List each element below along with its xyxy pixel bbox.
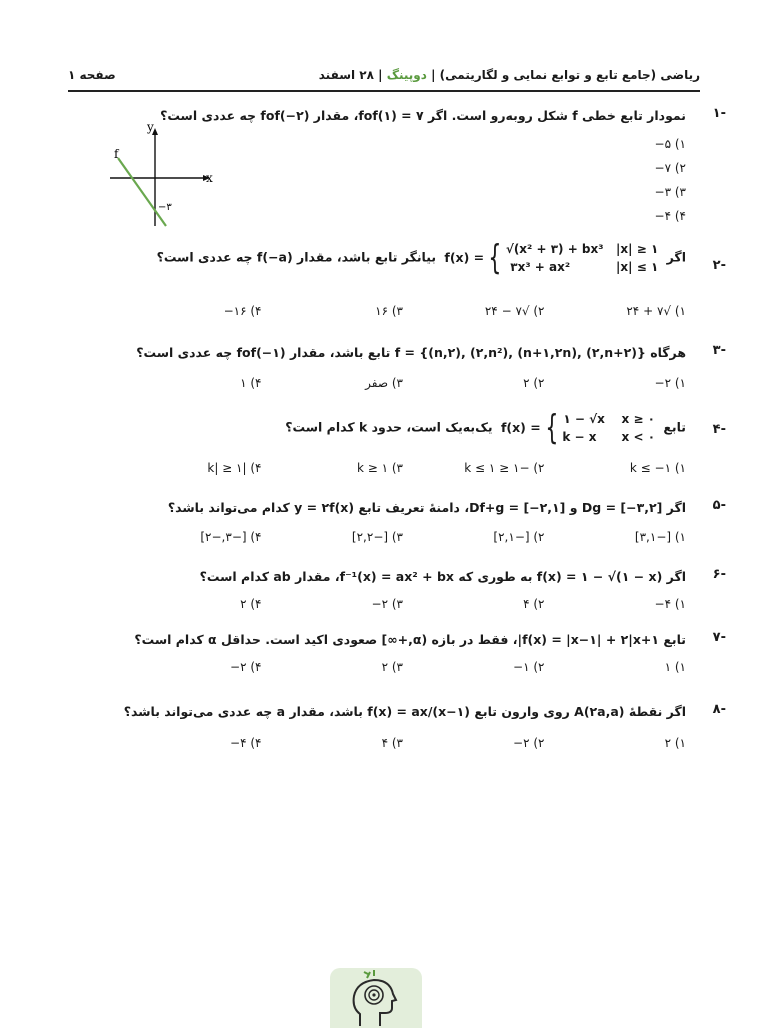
option-3[interactable]: ۳) [−۲,۲] — [351, 530, 403, 544]
question-text — [120, 343, 686, 363]
question-8 — [120, 702, 726, 722]
option-2[interactable]: ۲) ۲ — [523, 376, 545, 390]
question-2 — [120, 238, 726, 278]
function-name: f(x) = — [444, 250, 485, 265]
option-4[interactable]: ۴) [−۳,−۲] — [200, 530, 262, 544]
question-text-after: تابع باشد، مقدار fof(−۱) چه عددی است؟ — [136, 345, 391, 360]
option-3[interactable]: ۳) ۲− — [371, 597, 403, 611]
question-text-before: تابع — [663, 419, 686, 435]
option-1[interactable]: ۱) ۱ — [664, 660, 686, 674]
option-2[interactable]: ۲) ۱− — [513, 660, 545, 674]
cases — [562, 410, 655, 446]
options — [120, 660, 686, 674]
question-text-after: بیانگر تابع باشد، مقدار f(−a) چه عددی است؟ — [156, 249, 437, 265]
case-2: ۳x³ + ax² |x| ≤ ۱ — [510, 260, 659, 274]
question-text — [120, 410, 686, 446]
option-1[interactable]: ۱) √۷ + ۲۴ — [626, 304, 686, 318]
options — [120, 304, 686, 318]
header-title: ریاضی (جامع تابع و توابع نمایی و لگاریتمی) | — [431, 68, 700, 82]
option-1[interactable]: ۱) ۲ — [664, 736, 686, 750]
option-3[interactable]: ۳) ۱۶ — [375, 304, 403, 318]
brand-name: دوپینگ — [386, 68, 427, 82]
question-number: -۵ — [712, 498, 726, 513]
question-number: -۶ — [712, 567, 726, 582]
option-3[interactable]: ۳) ۴ — [381, 736, 403, 750]
question-number: -۲ — [712, 258, 726, 273]
question-text — [120, 240, 686, 276]
footer-logo — [330, 968, 422, 1028]
question-number: -۷ — [712, 630, 726, 645]
question-3 — [120, 343, 726, 363]
option-4[interactable]: ۴) ۴− — [230, 736, 262, 750]
option-4[interactable]: ۴) ۴− — [654, 209, 686, 223]
question-number: -۱ — [712, 106, 726, 121]
option-2[interactable]: ۲) √۷ − ۲۴ — [484, 304, 545, 318]
question-text: نمودار تابع خطی f شکل روبه‌رو است. اگر fof(۱) = ۷، مقدار fof(−۲) چه عددی است؟ — [160, 108, 686, 123]
function-label: f — [114, 147, 119, 161]
option-3[interactable]: ۳) k ≥ ۱ — [356, 461, 403, 475]
option-3[interactable]: ۳) ۳− — [654, 185, 686, 199]
function-name: f(x) = — [500, 420, 541, 435]
option-2[interactable]: ۲) [−۲,۱] — [493, 530, 545, 544]
case-2: k − x x < ۰ — [562, 430, 656, 444]
option-2[interactable]: ۲) −۱ ≤ k ≤ ۱ — [464, 461, 545, 475]
piecewise-function — [444, 240, 658, 276]
page-number: صفحه ۱ — [68, 68, 116, 82]
question-text: تابع f(x) = |x−۱| + ۲|x+۱|، فقط در بازه (α,+∞] صعودی اکید است. حداقل α کدام است؟ — [134, 632, 686, 647]
option-1[interactable]: ۱) ۲− — [654, 376, 686, 390]
line-graph-figure — [108, 118, 218, 230]
option-4[interactable]: ۴) ۱ — [240, 376, 262, 390]
option-3[interactable]: ۳) ۲ — [381, 660, 403, 674]
head-brain-icon — [330, 968, 422, 1028]
option-3[interactable]: ۳) صفر — [365, 376, 403, 390]
option-4[interactable]: ۴) ۲− — [230, 660, 262, 674]
option-4[interactable]: ۴) |k| ≥ ۱ — [207, 461, 262, 475]
intercept-label: −۳ — [158, 202, 172, 213]
question-number: -۳ — [712, 343, 726, 358]
header-divider — [68, 90, 700, 92]
options — [120, 530, 686, 544]
left-brace: { — [545, 408, 559, 448]
question-text-after: یک‌به‌یک است، حدود k کدام است؟ — [285, 419, 493, 435]
case-1: ۱ − √x x ≥ ۰ — [563, 412, 656, 426]
option-1[interactable]: ۱) ۴− — [654, 597, 686, 611]
option-4[interactable]: ۴) ۱۶− — [223, 304, 262, 318]
question-7 — [120, 630, 726, 650]
option-2[interactable]: ۲) ۴ — [523, 597, 545, 611]
piecewise-function — [501, 410, 655, 446]
option-2[interactable]: ۲) ۲− — [513, 736, 545, 750]
question-5 — [120, 498, 726, 518]
question-number: -۸ — [712, 702, 726, 717]
question-6 — [120, 567, 726, 587]
question-text: اگر f(x) = ۱ − √(۱ − x) به طوری که f⁻¹(x) = ax² + bx، مقدار ab کدام است؟ — [199, 569, 686, 584]
question-text: اگر Dg = [−۳,۲] و Df+g = [−۲,۱]، دامنهٔ تعریف تابع y = ۲f(x) کدام می‌تواند باشد؟ — [167, 500, 686, 515]
left-brace: { — [488, 238, 502, 278]
options — [120, 597, 686, 611]
options — [120, 736, 686, 750]
options — [120, 461, 686, 475]
option-4[interactable]: ۴) ۲ — [240, 597, 262, 611]
option-1[interactable]: ۱) [−۳,۱] — [634, 530, 686, 544]
question-text-before: هرگاه — [650, 345, 686, 360]
options — [120, 376, 686, 390]
cases — [506, 240, 658, 276]
option-1[interactable]: ۱) k ≤ −۱ — [629, 461, 686, 475]
option-2[interactable]: ۲) ۷− — [654, 161, 686, 175]
question-number: -۴ — [712, 422, 726, 437]
function-set: f = {(n,۲), (۲,n²), (n+۱,۲n), (۲,n+۲)} — [394, 345, 646, 360]
case-1: √(x² + ۳) + bx³ |x| ≥ ۱ — [505, 242, 659, 256]
question-4 — [120, 408, 726, 448]
header-title-group — [319, 68, 700, 82]
header-date: | ۲۸ اسفند — [318, 68, 383, 82]
page-header — [68, 62, 700, 88]
question-text-before: اگر — [666, 249, 686, 265]
function-line — [118, 158, 166, 226]
question-text: اگر نقطهٔ A(۲a,a) روی وارون تابع f(x) = ax/(x−۱) باشد، مقدار a چه عددی می‌تواند باشد؟ — [123, 704, 686, 719]
y-axis-label: y — [147, 120, 154, 134]
option-1[interactable]: ۱) ۵− — [654, 137, 686, 151]
x-axis-label: x — [206, 171, 213, 185]
